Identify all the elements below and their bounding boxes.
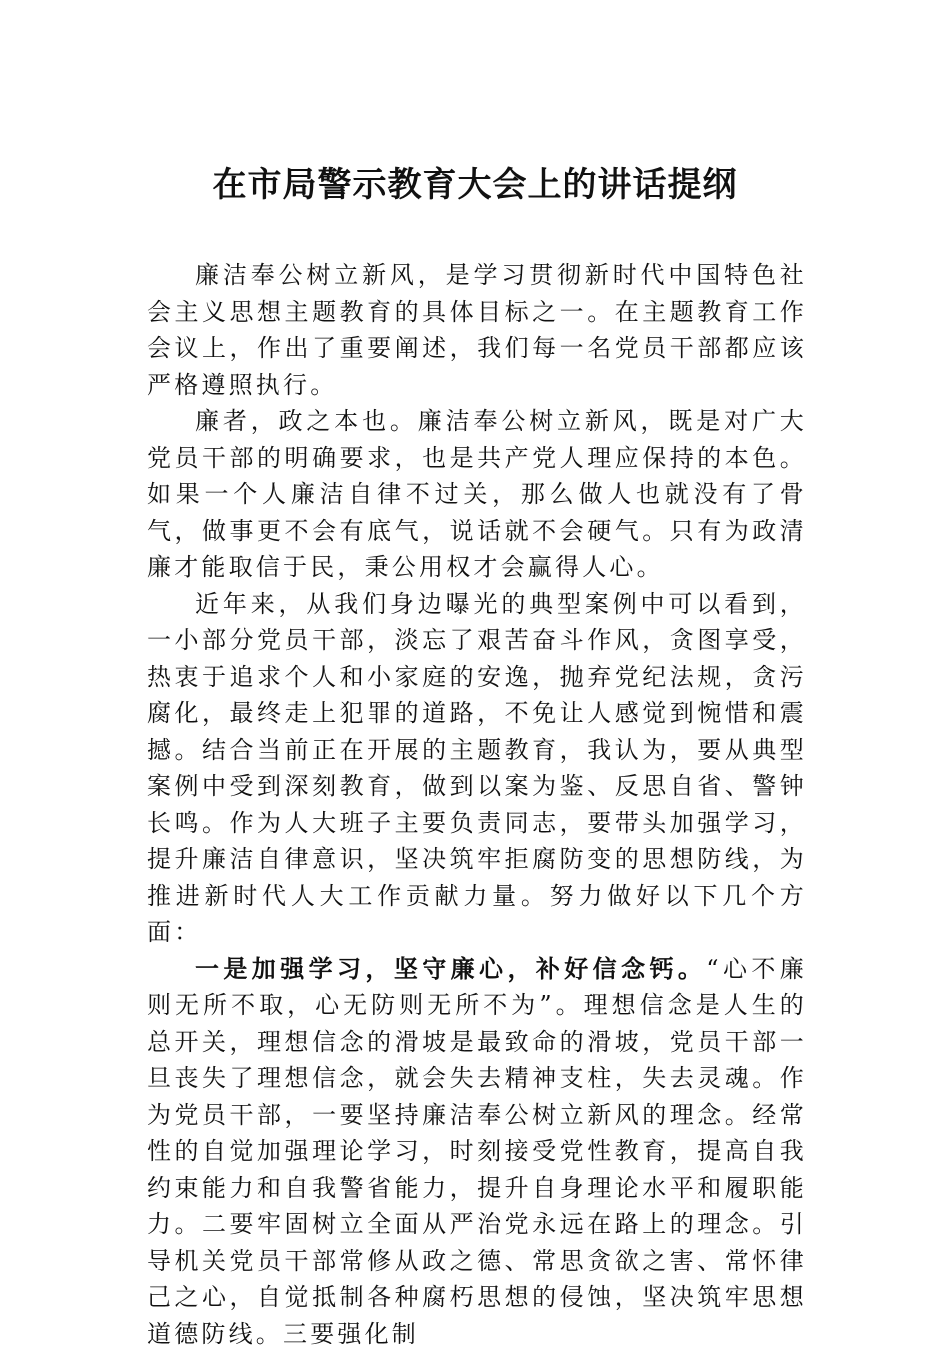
- paragraph-3-text: 近年来，从我们身边曝光的典型案例中可以看到，一小部分党员干部，淡忘了艰苦奋斗作风，贪图享受，热衷于追求个人和小家庭的安逸，抛弃党纪法规，贪污腐化，最终走上犯罪的道路，不免让人感觉到惋惜和震撼。结合当前正在开展的主题教育，我认为，要从典型案例中受到深刻教育，做到以案为鉴、反思自省、警钟长鸣。作为人大班子主要负责同志，要带头加强学习，提升廉洁自律意识，坚决筑牢拒腐防变的思想防线，为推进新时代人大工作贡献力量。努力做好以下几个方面：: [147, 590, 807, 947]
- paragraph-2-text: 廉者，政之本也。廉洁奉公树立新风，既是对广大党员干部的明确要求，也是共产党人理应保持的本色。如果一个人廉洁自律不过关，那么做人也就没有了骨气，做事更不会有底气，说话就不会硬气。只有为政清廉才能取信于民，秉公用权才会赢得人心。: [147, 407, 807, 581]
- paragraph-3: [147, 586, 807, 951]
- paragraph-4: [147, 951, 807, 1352]
- document-title: 在市局警示教育大会上的讲话提纲: [0, 160, 950, 210]
- paragraph-4-text: “心不廉则无所不取，心无防则无所不为”。理想信念是人生的总开关，理想信念的滑坡是最致命的滑坡，党员干部一旦丧失了理想信念，就会失去精神支柱，失去灵魂。作为党员干部，一要坚持廉洁奉公树立新风的理念。经常性的自觉加强理论学习，时刻接受党性教育，提高自我约束能力和自我警省能力，提升自身理论水平和履职能力。二要牢固树立全面从严治党永远在路上的理念。引导机关党员干部常修从政之德、常思贪欲之害、常怀律己之心，自觉抵制各种腐朽思想的侵蚀，坚决筑牢思想道德防线。三要强化制: [147, 955, 807, 1348]
- paragraph-4-lead: 一是加强学习，坚守廉心，补好信念钙。: [195, 954, 706, 983]
- paragraph-1: [147, 257, 807, 403]
- document-body: [147, 257, 807, 1352]
- paragraph-2: [147, 403, 807, 586]
- paragraph-1-text: 廉洁奉公树立新风，是学习贯彻新时代中国特色社会主义思想主题教育的具体目标之一。在主题教育工作会议上，作出了重要阐述，我们每一名党员干部都应该严格遵照执行。: [147, 261, 807, 399]
